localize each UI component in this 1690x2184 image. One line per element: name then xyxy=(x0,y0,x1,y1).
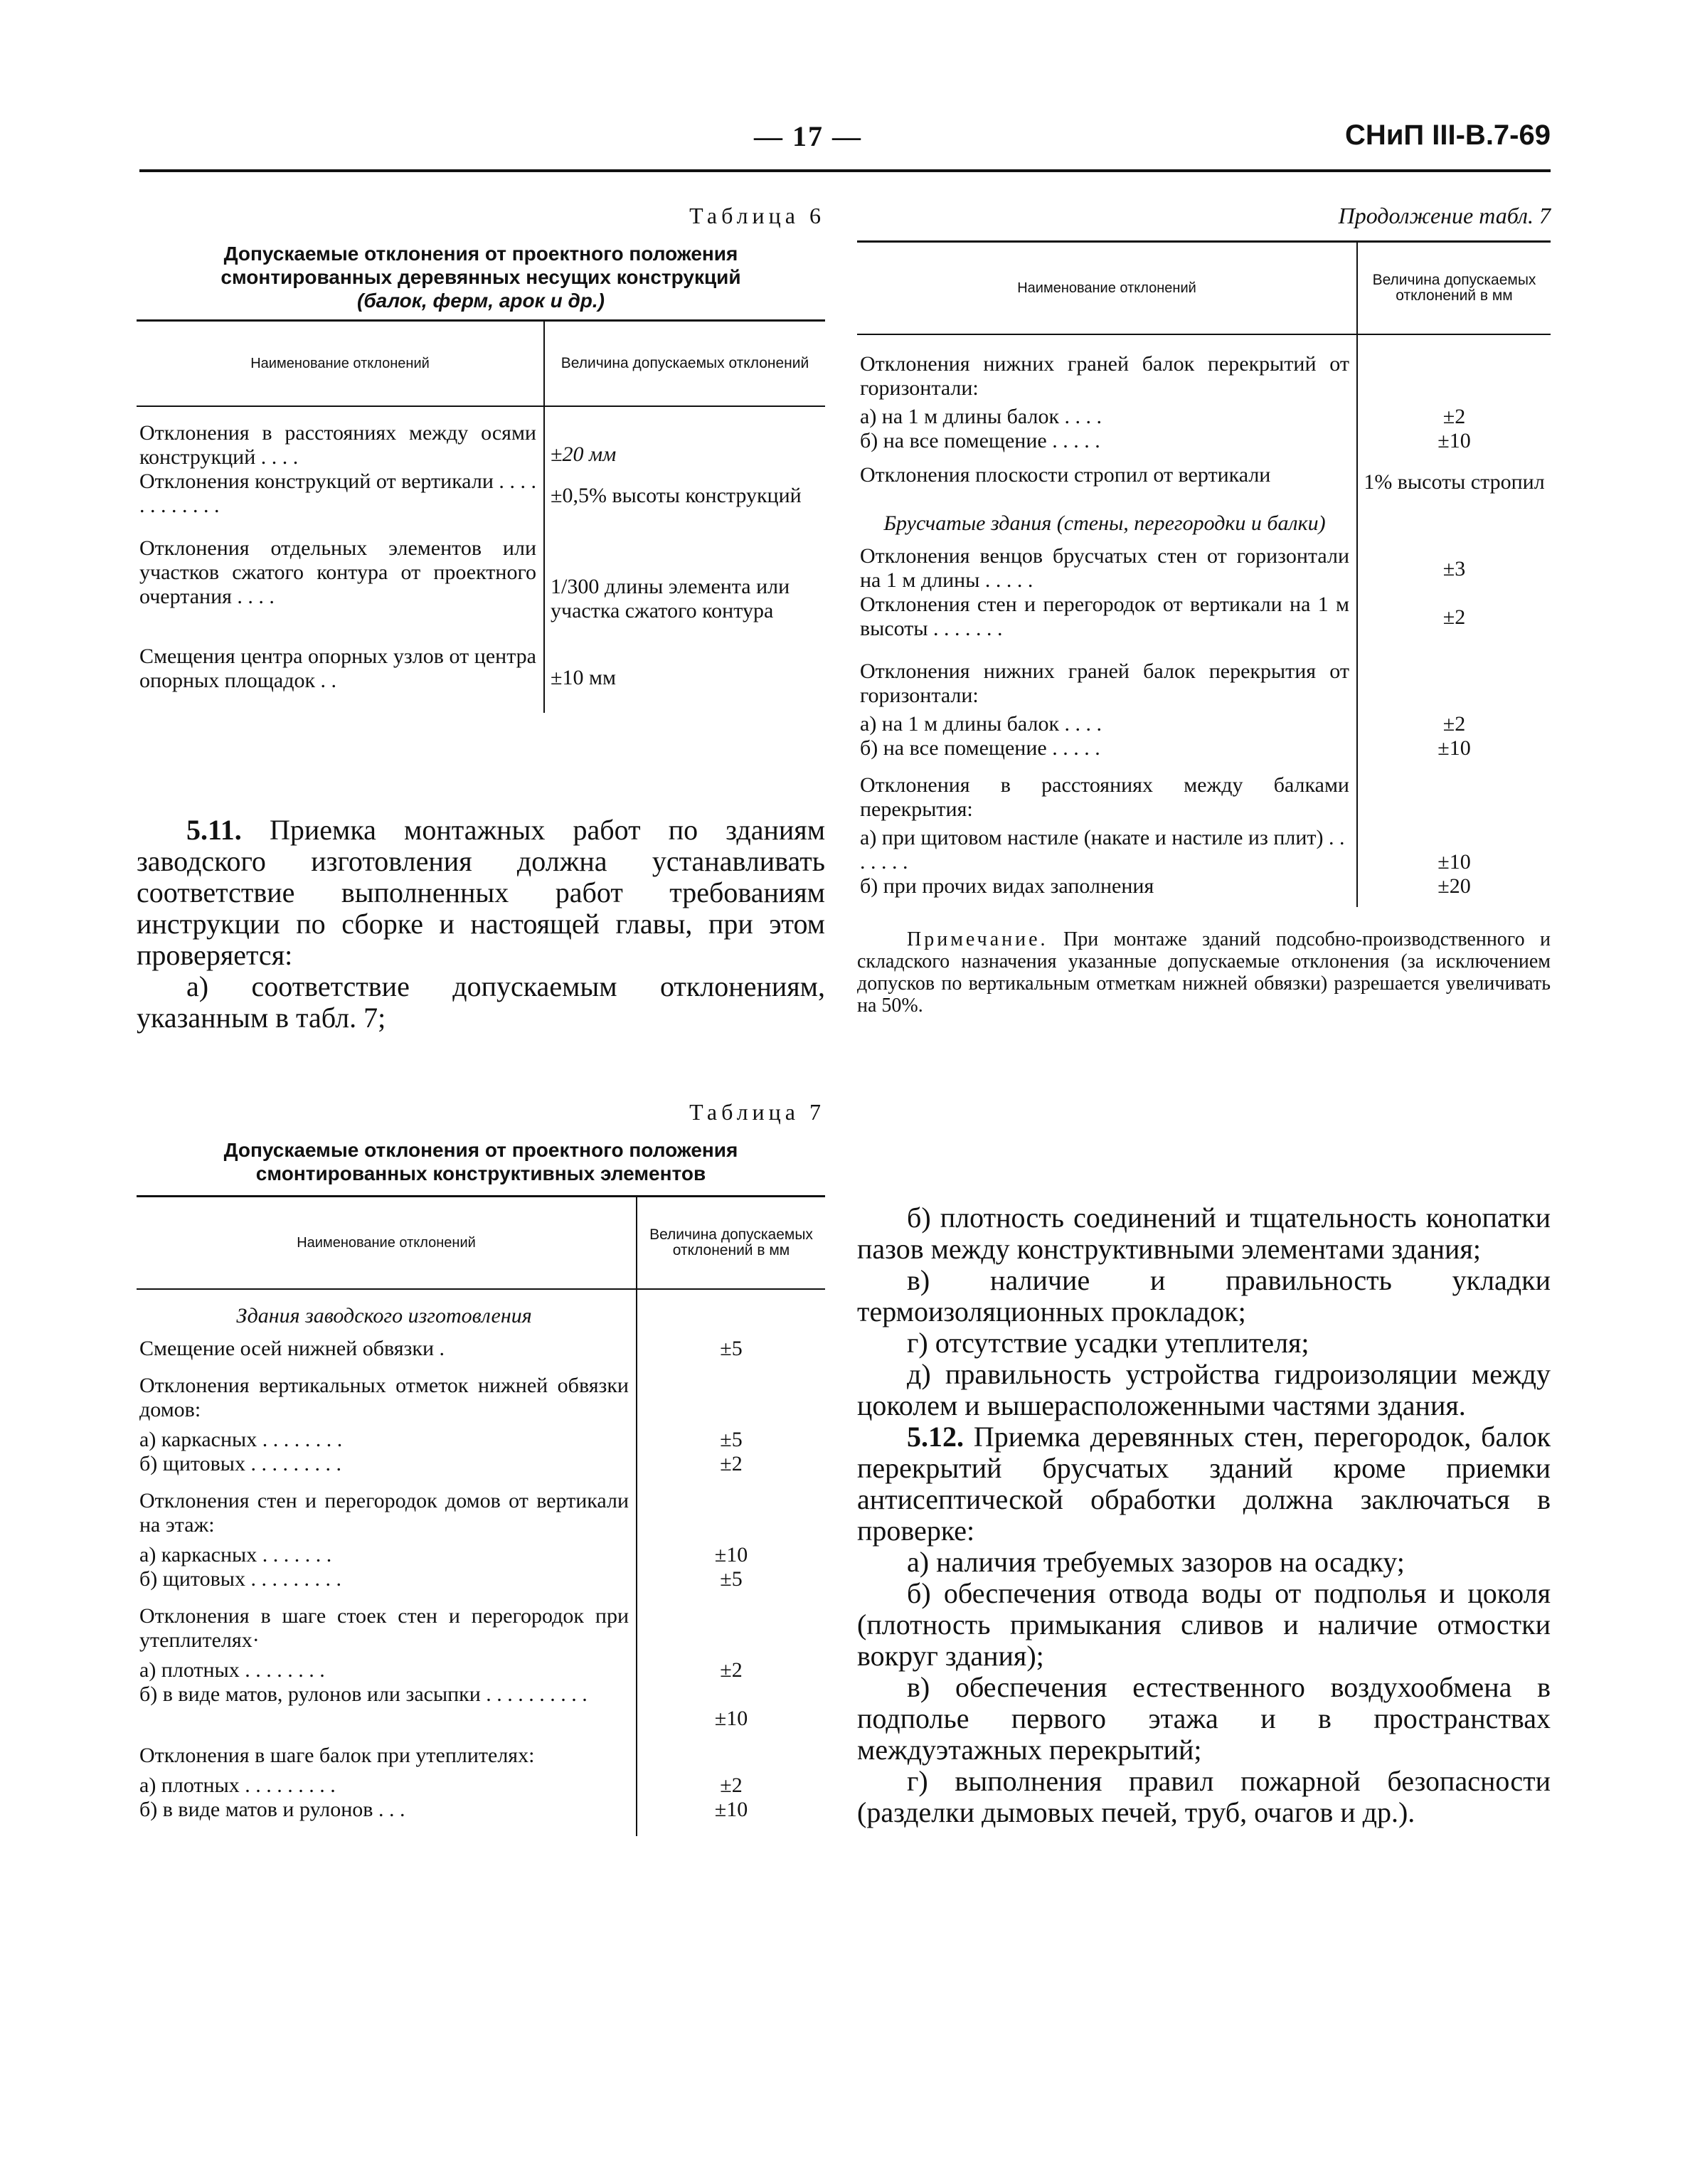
table-row-value: ±10 xyxy=(1437,429,1471,452)
table-row-sub: б) на все помещение . . . . . xyxy=(857,736,1357,760)
table6-col-value: Величина допускаемых отклонений xyxy=(544,321,825,407)
table6-block xyxy=(137,203,825,713)
table-row-name: Смещение осей нижней обвязки . xyxy=(137,1337,637,1361)
table-row-value: ±5 xyxy=(720,1567,743,1591)
table6-title-line: Допускаемые отклонения от проектного положения xyxy=(223,243,738,265)
table7-col-name: Наименование отклонений xyxy=(857,242,1357,335)
table-row-sub: б) в виде матов, рулонов или засыпки . . . . . . . . . . xyxy=(137,1682,637,1731)
table-row-sub: б) при прочих видах заполнения xyxy=(857,874,1357,907)
table6-title xyxy=(137,242,825,312)
table-row-value: ±20 мм xyxy=(551,442,617,466)
table6-title-line: (балок, ферм, арок и др.) xyxy=(357,290,605,312)
table7-col-value: Величина допускаемых отклонений в мм xyxy=(637,1197,825,1290)
list-item: д) правильность устройства гидроизоляции между цоколем и вышерасположенными частями здания. xyxy=(857,1358,1551,1421)
table7-continued-caption: Продолжение табл. 7 xyxy=(1338,203,1551,228)
table-row-value: ±2 xyxy=(720,1658,743,1682)
table7-section-title: Брусчатые здания (стены, перегородки и балки) xyxy=(857,494,1357,544)
table-row-name: Отклонения нижних граней балок перекрытия от горизонтали: xyxy=(857,641,1357,708)
page-number: — 17 — xyxy=(754,120,862,152)
table-row-value: ±5 xyxy=(720,1428,743,1451)
table-row-value: ±10 мм xyxy=(551,666,616,689)
table6 xyxy=(137,319,825,713)
header-rule xyxy=(139,169,1551,172)
section-number: 5.12. xyxy=(907,1421,964,1453)
list-item: в) обеспечения естественного воздухообмена в подполье первого этажа и в пространствах междуэтажных перекрытий; xyxy=(857,1671,1551,1766)
table-row-sub: а) каркасных . . . . . . . xyxy=(137,1537,637,1567)
table-row-name: Смещения центра опорных узлов от центра опорных площадок . . xyxy=(137,645,544,713)
table-row-value: ±2 xyxy=(1442,712,1466,736)
table-row-sub: а) каркасных . . . . . . . . xyxy=(137,1422,637,1452)
table-row-name: Отклонения в шаге балок при утеплителях: xyxy=(137,1731,637,1768)
right-text xyxy=(857,1202,1551,1828)
table-row-value: ±10 xyxy=(714,1707,748,1730)
list-item: в) наличие и правильность укладки термоизоляционных прокладок; xyxy=(857,1264,1551,1327)
section-number: 5.11. xyxy=(186,814,242,846)
table-row-sub: б) щитовых . . . . . . . . . xyxy=(137,1452,637,1476)
section-text: Приемка деревянных стен, перегородок, балок перекрытий брусчатых зданий кроме приемки антисептической обработки должна заключаться в проверке: xyxy=(857,1421,1551,1547)
table7-block xyxy=(137,1099,825,1836)
list-item: б) плотность соединений и тщательность конопатки пазов между конструктивными элементами здания; xyxy=(857,1202,1551,1265)
table-row-value: ±2 xyxy=(1442,605,1466,629)
table7-col-name: Наименование отклонений xyxy=(137,1197,637,1290)
table-row-value: ±10 xyxy=(714,1543,748,1567)
table-row-value: ±5 xyxy=(720,1337,743,1360)
table-row-value: ±3 xyxy=(1442,557,1466,581)
table-row-value: ±0,5% высоты конструкций xyxy=(551,484,802,507)
section-item: а) соответствие допускаемым отклонениям, указанным в табл. 7; xyxy=(137,970,825,1034)
table-note xyxy=(857,928,1551,1017)
list-item: г) выполнения правил пожарной безопасности (разделки дымовых печей, труб, очагов и др.). xyxy=(857,1765,1551,1828)
table7-continued xyxy=(857,240,1551,907)
table-row-name: Отклонения венцов брусчатых стен от горизонтали на 1 м длины . . . . . xyxy=(857,544,1357,593)
table-row-sub: а) на 1 м длины балок . . . . xyxy=(857,708,1357,736)
table-row-name: Отклонения плоскости стропил от вертикали xyxy=(857,453,1357,494)
table-row-value: 1/300 длины элемента или участка сжатого контура xyxy=(551,575,790,622)
section-5-11 xyxy=(137,815,825,1034)
table-row-name: Отклонения стен и перегородок домов от вертикали на этаж: xyxy=(137,1476,637,1537)
table-row-value: ±2 xyxy=(1442,405,1466,428)
table-row-sub: б) на все помещение . . . . . xyxy=(857,429,1357,453)
table6-title-line: смонтированных деревянных несущих конструкций xyxy=(220,266,741,288)
table-row-sub: а) при щитовом настиле (накате и настиле из плит) . . . . . . . xyxy=(857,822,1357,874)
section-text: Приемка монтажных работ по зданиям заводского изготовления должна устанавливать соответствие выполненных работ требованиям инструкции по сборке и настоящей главы, при этом проверяется: xyxy=(137,814,826,971)
table-row-sub: а) на 1 м длины балок . . . . xyxy=(857,401,1357,429)
document-code: СНиП III-В.7-69 xyxy=(1345,120,1551,151)
table-row-name: Отклонения вертикальных отметок нижней обвязки домов: xyxy=(137,1361,637,1422)
table-row-sub: а) плотных . . . . . . . . . xyxy=(137,1768,637,1798)
table7-continued-block xyxy=(857,203,1551,1017)
note-label: Примечание. xyxy=(907,928,1048,950)
table-row-value: 1% высоты стропил xyxy=(1364,470,1545,494)
note-text: При монтаже зданий подсобно-производственного и складского назначения указанные допускаемые отклонения (за исключением допусков по вертикальным отметкам нижней обвязки) разрешается увеличивать на 50%. xyxy=(857,928,1551,1017)
table-row-name: Отклонения в шаге стоек стен и перегородок при утеплителях· xyxy=(137,1591,637,1653)
table7-title-line: Допускаемые отклонения от проектного положения xyxy=(223,1139,738,1161)
table7-section-title: Здания заводского изготовления xyxy=(137,1304,637,1337)
list-item: а) наличия требуемых зазоров на осадку; xyxy=(907,1546,1405,1578)
table-row-value: ±10 xyxy=(1437,736,1471,760)
table-row-name: Отклонения в расстояниях между балками перекрытия: xyxy=(857,760,1357,822)
table7 xyxy=(137,1195,825,1836)
table-row-name: Отклонения стен и перегородок от вертикали на 1 м высоты . . . . . . . xyxy=(857,593,1357,641)
table-row-sub: б) в виде матов и рулонов . . . xyxy=(137,1798,637,1836)
table7-title-line: смонтированных конструктивных элементов xyxy=(255,1162,706,1184)
table-row-name: Отклонения конструкций от вертикали . . . . . . . . . . . . xyxy=(137,470,544,518)
section-5-12 xyxy=(857,1421,1551,1547)
list-item: г) отсутствие усадки утеплителя; xyxy=(907,1327,1309,1359)
table6-col-name: Наименование отклонений xyxy=(137,321,544,407)
table-row-value: ±10 xyxy=(714,1798,748,1821)
table6-caption: Таблица 6 xyxy=(689,203,825,228)
table-row-sub: а) плотных . . . . . . . . xyxy=(137,1653,637,1682)
table-row-value: ±2 xyxy=(720,1774,743,1797)
table-row-sub: б) щитовых . . . . . . . . . xyxy=(137,1567,637,1591)
table-row-name: Отклонения отдельных элементов или участков сжатого контура от проектного очертания . . . . xyxy=(137,518,544,645)
table-row-name: Отклонения нижних граней балок перекрытий от горизонтали: xyxy=(857,352,1357,401)
table-row-value: ±20 xyxy=(1437,874,1471,898)
table7-title xyxy=(137,1138,825,1185)
table7-caption: Таблица 7 xyxy=(689,1099,825,1125)
table-row-name: Отклонения в расстояниях между осями конструкций . . . . xyxy=(137,421,544,470)
table-row-value: ±10 xyxy=(1437,850,1471,874)
table7-col-value: Величина допускаемых отклонений в мм xyxy=(1357,242,1551,335)
table-row-value: ±2 xyxy=(720,1452,743,1475)
list-item: б) обеспечения отвода воды от подполья и цоколя (плотность примыкания сливов и наличие отмостки вокруг здания); xyxy=(857,1577,1551,1672)
